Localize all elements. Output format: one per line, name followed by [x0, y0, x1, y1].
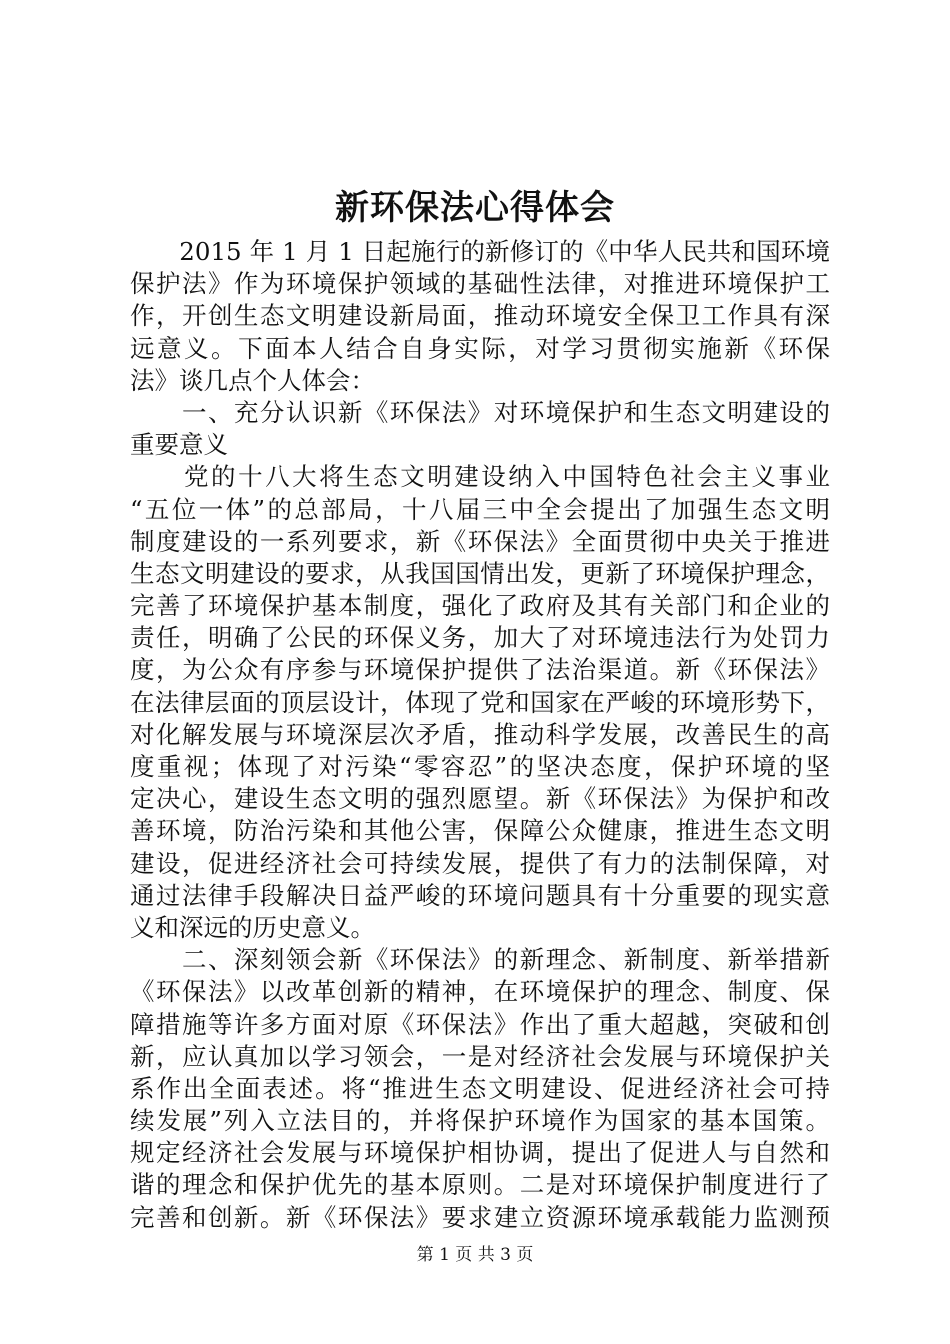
text-line: 规定经济社会发展与环境保护相协调，提出了促进人与自然和 [130, 1138, 830, 1168]
text-line: 建设，促进经济社会可持续发展，提供了有力的法制保障，对 [130, 848, 830, 878]
text-line: 《环保法》以改革创新的精神，在环境保护的理念、制度、保 [130, 977, 830, 1007]
text-line: 新，应认真加以学习领会，一是对经济社会发展与环境保护关 [130, 1041, 830, 1071]
text-line: 生态文明建设的要求，从我国国情出发，更新了环境保护理念， [130, 558, 830, 588]
text-line: 善环境，防治污染和其他公害，保障公众健康，推进生态文明 [130, 816, 830, 846]
text-line: 定决心，建设生态文明的强烈愿望。新《环保法》为保护和改 [130, 784, 830, 814]
page-footer: 第 1 页 共 3 页 [416, 1245, 534, 1265]
text-line: 完善了环境保护基本制度，强化了政府及其有关部门和企业的 [130, 591, 830, 621]
text-line: 度重视；体现了对污染“零容忍”的坚决态度，保护环境的坚 [130, 752, 830, 781]
text-line: 2015 年 1 月 1 日起施行的新修订的《中华人民共和国环境 [130, 237, 830, 266]
text-line: 义和深远的历史意义。 [130, 912, 375, 942]
text-line: 谐的理念和保护优先的基本原则。二是对环境保护制度进行了 [130, 1170, 830, 1200]
text-line: 续发展”列入立法目的，并将保护环境作为国家的基本国策。 [130, 1106, 830, 1136]
text-line: 作，开创生态文明建设新局面，推动环境安全保卫工作具有深 [130, 301, 830, 331]
text-line: 通过法律手段解决日益严峻的环境问题具有十分重要的现实意 [130, 880, 830, 910]
text-line: 重要意义 [130, 430, 228, 460]
document-title: 新环保法心得体会 [335, 188, 615, 228]
text-line: 党的十八大将生态文明建设纳入中国特色社会主义事业 [130, 462, 830, 492]
text-line: 障措施等许多方面对原《环保法》作出了重大超越，突破和创 [130, 1009, 830, 1039]
text-line: 二、深刻领会新《环保法》的新理念、新制度、新举措新 [130, 945, 830, 975]
text-line: 远意义。下面本人结合自身实际，对学习贯彻实施新《环保 [130, 333, 830, 363]
document-body [130, 236, 830, 1234]
text-line: 对化解发展与环境深层次矛盾，推动科学发展，改善民生的高 [130, 719, 830, 749]
text-line: 保护法》作为环境保护领域的基础性法律，对推进环境保护工 [130, 269, 830, 299]
text-line: 度，为公众有序参与环境保护提供了法治渠道。新《环保法》 [130, 655, 830, 685]
text-line: 系作出全面表述。将“推进生态文明建设、促进经济社会可持 [130, 1073, 830, 1103]
text-line: 在法律层面的顶层设计，体现了党和国家在严峻的环境形势下， [130, 687, 830, 717]
text-line: 法》谈几点个人体会： [130, 365, 375, 395]
text-line: 一、充分认识新《环保法》对环境保护和生态文明建设的 [130, 397, 830, 427]
text-line: 完善和创新。新《环保法》要求建立资源环境承载能力监测预 [130, 1202, 830, 1232]
text-line: “五位一体”的总部局，十八届三中全会提出了加强生态文明 [130, 494, 830, 524]
text-line: 制度建设的一系列要求，新《环保法》全面贯彻中央关于推进 [130, 526, 830, 556]
text-line: 责任，明确了公民的环保义务，加大了对环境违法行为处罚力 [130, 623, 830, 653]
